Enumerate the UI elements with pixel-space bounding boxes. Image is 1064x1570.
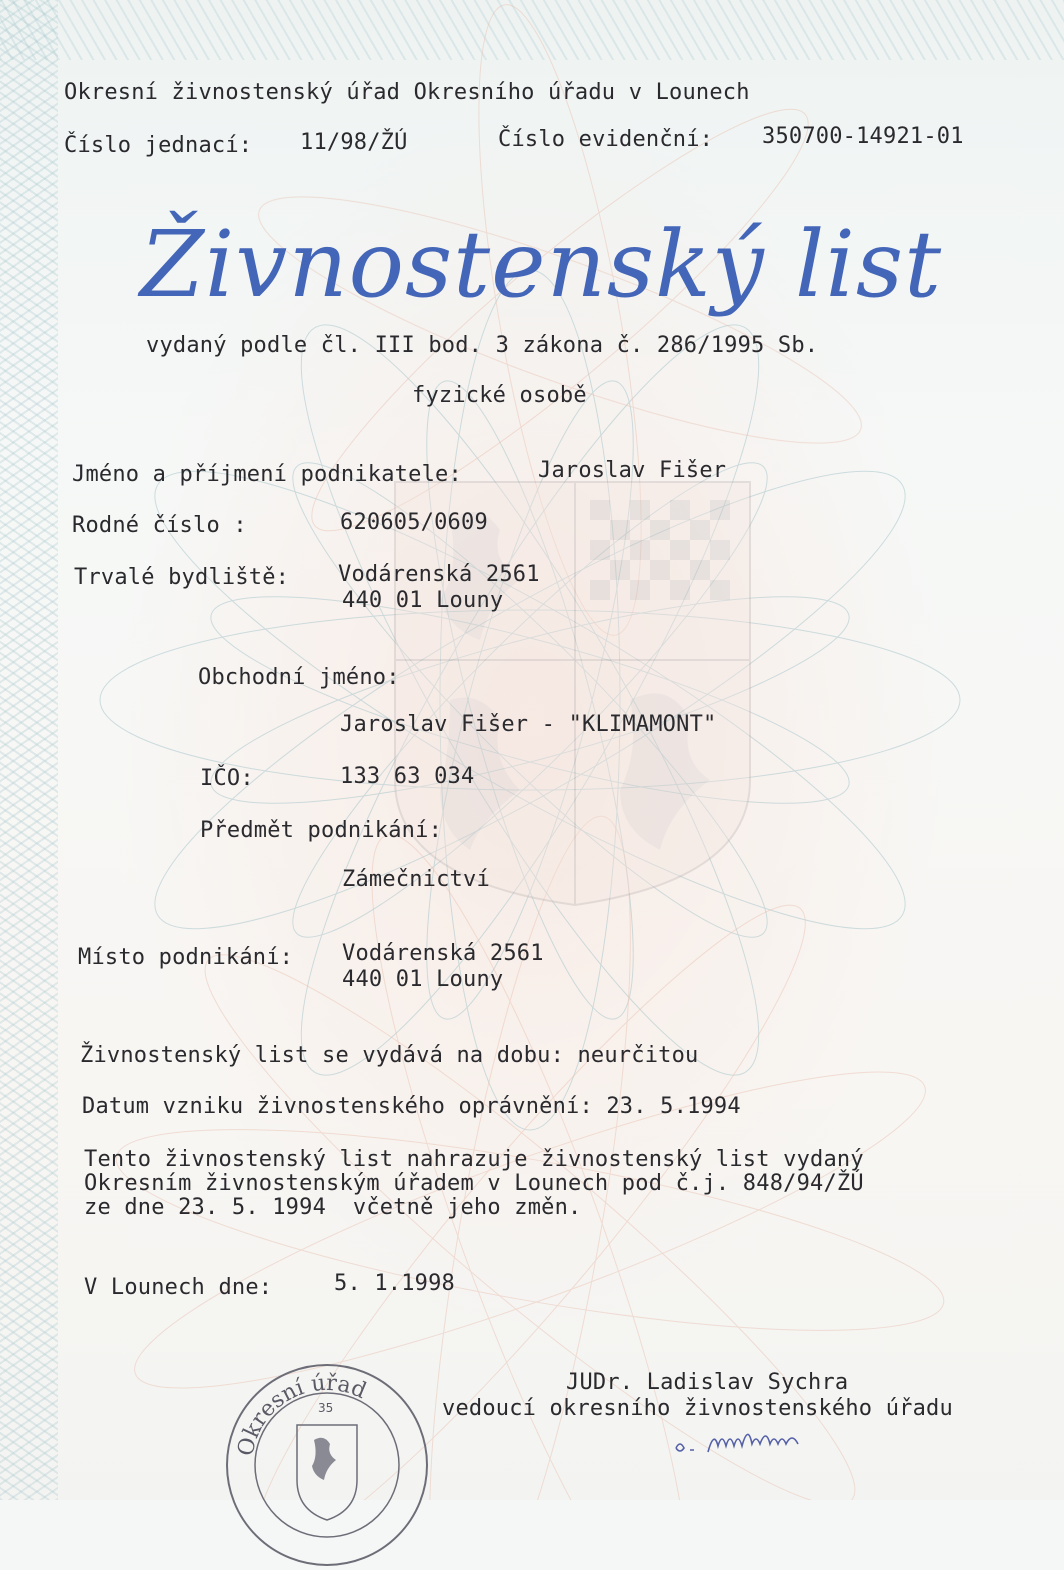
entrepreneur-name-label: Jméno a příjmení podnikatele: bbox=[72, 462, 462, 487]
origin-date-statement: Datum vzniku živnostenského oprávnění: 23. 5.1994 bbox=[82, 1094, 741, 1119]
birth-number-label: Rodné číslo : bbox=[72, 513, 247, 538]
reference-number-value: 11/98/ŽÚ bbox=[300, 130, 408, 155]
business-place-street: Vodárenská 2561 bbox=[342, 941, 544, 966]
trade-name-value: Jaroslav Fišer - "KLIMAMONT" bbox=[340, 712, 717, 737]
stamp-text: Okresní úřad bbox=[233, 1370, 370, 1459]
business-place-label: Místo podnikání: bbox=[78, 945, 294, 970]
recipient-type: fyzické osobě bbox=[412, 383, 587, 408]
stamp-shield-icon bbox=[297, 1425, 357, 1520]
business-subject-label: Předmět podnikání: bbox=[200, 818, 443, 843]
signatory-role: vedoucí okresního živnostenského úřadu bbox=[442, 1396, 953, 1421]
entrepreneur-name-value: Jaroslav Fišer bbox=[538, 458, 727, 483]
business-place-city: 440 01 Louny bbox=[342, 967, 504, 992]
residence-city: 440 01 Louny bbox=[342, 588, 504, 613]
ico-label: IČO: bbox=[200, 766, 254, 791]
issue-place-label: V Lounech dne: bbox=[84, 1275, 273, 1300]
handwritten-signature bbox=[668, 1418, 848, 1468]
official-stamp bbox=[222, 1360, 432, 1570]
trade-name-label: Obchodní jméno: bbox=[198, 665, 400, 690]
replacement-line-3: ze dne 23. 5. 1994 včetně jeho změn. bbox=[84, 1195, 582, 1220]
replacement-line-2: Okresním živnostenským úřadem v Lounech pod č.j. 848/94/ŽÚ bbox=[84, 1171, 864, 1196]
birth-number-value: 620605/0609 bbox=[340, 510, 488, 535]
coat-of-arms-watermark bbox=[395, 482, 750, 905]
business-subject-value: Zámečnictví bbox=[342, 867, 490, 892]
stamp-lion-icon bbox=[312, 1438, 336, 1480]
legal-basis: vydaný podle čl. III bod. 3 zákona č. 286/1995 Sb. bbox=[146, 333, 819, 358]
reference-number-label: Číslo jednací: bbox=[64, 133, 253, 158]
registration-number-label: Číslo evidenční: bbox=[498, 127, 714, 152]
issue-date-value: 5. 1.1998 bbox=[334, 1271, 456, 1296]
ico-value: 133 63 034 bbox=[340, 764, 475, 789]
stamp-number: 35 bbox=[318, 1401, 334, 1415]
replacement-line-1: Tento živnostenský list nahrazuje živnostenský list vydaný bbox=[84, 1147, 864, 1172]
signatory-name: JUDr. Ladislav Sychra bbox=[566, 1370, 849, 1395]
issuing-office: Okresní živnostenský úřad Okresního úřadu v Lounech bbox=[64, 80, 750, 105]
validity-statement: Živnostenský list se vydává na dobu: neurčitou bbox=[80, 1043, 699, 1068]
document-title: Živnostenský list bbox=[140, 211, 943, 318]
residence-label: Trvalé bydliště: bbox=[74, 565, 290, 590]
residence-street: Vodárenská 2561 bbox=[338, 562, 540, 587]
registration-number-value: 350700-14921-01 bbox=[762, 124, 964, 149]
